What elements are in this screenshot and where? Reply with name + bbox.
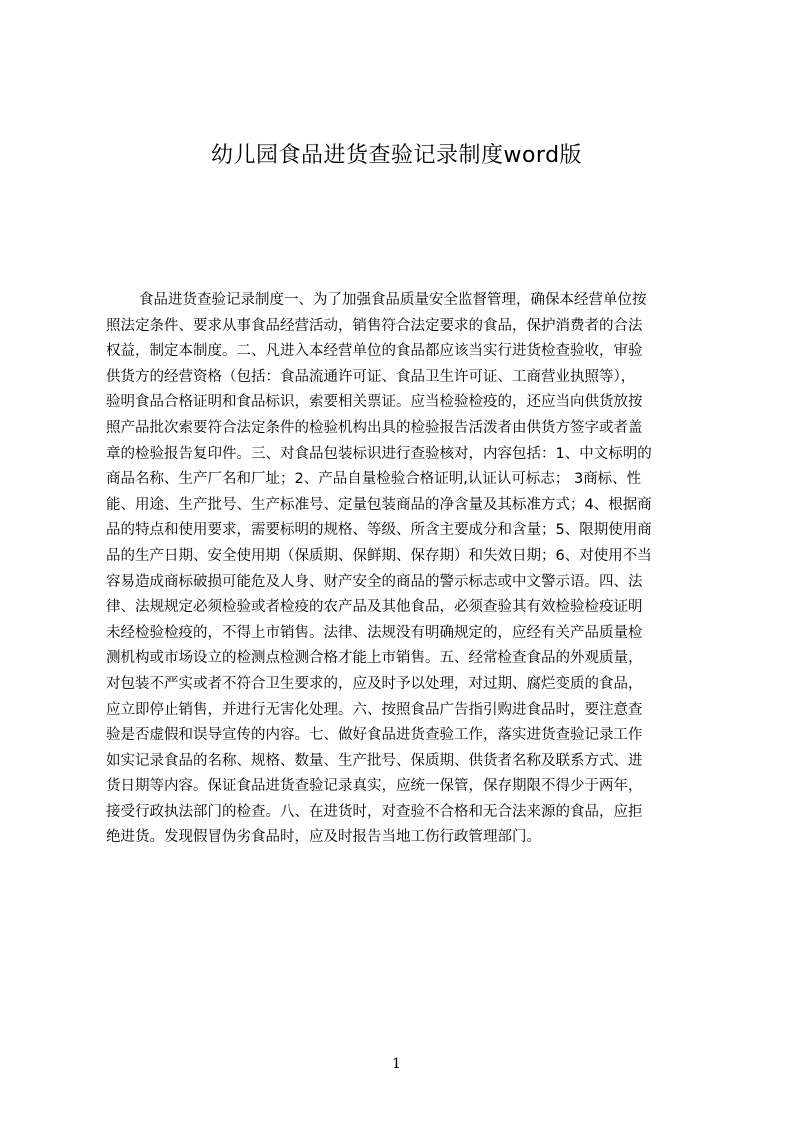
- document-body: [106, 288, 699, 851]
- body-line: 验明食品合格证明和食品标识，索要相关票证。应当检验检疫的，还应当向供货放按: [106, 394, 643, 411]
- body-line: 照法定条件、要求从事食品经营活动，销售符合法定要求的食品，保护消费者的合法: [106, 317, 643, 334]
- body-line: 测机构或市场设立的检测点检测合格才能上市销售。五、经常检查食品的外观质量，: [106, 650, 643, 667]
- page-number: 1: [392, 1056, 401, 1072]
- body-line: 绝进货。发现假冒伪劣食品时，应及时报告当地工伤行政管理部门。: [106, 829, 541, 846]
- body-line: 食品进货查验记录制度一、为了加强食品质量安全监督管理，确保本经营单位按: [139, 292, 647, 308]
- body-line: 能、用途、生产批号、生产标准号、定量包装商品的净含量及其标准方式；4、根据商: [106, 496, 652, 513]
- body-line: 供货方的经营资格（包括：食品流通许可证、食品卫生许可证、工商营业执照等），: [106, 368, 636, 385]
- body-line: 货日期等内容。保证食品进货查验记录真实，应统一保管，保存期限不得少于两年，: [106, 778, 643, 795]
- body-line: 对包装不严实或者不符合卫生要求的，应及时予以处理，对过期、腐烂变质的食品，: [106, 675, 643, 692]
- body-line: 品的生产日期、安全使用期（保质期、保鲜期、保存期）和失效日期；6、对使用不当: [106, 547, 652, 564]
- body-line: 容易造成商标破损可能危及人身、财产安全的商品的警示标志或中文警示语。四、法: [106, 573, 643, 590]
- body-line: 应立即停止销售，并进行无害化处理。六、按照食品广告指引购进食品时，要注意查: [106, 701, 643, 718]
- body-line: 未经检验检疫的，不得上市销售。法律、法规没有明确规定的，应经有关产品质量检: [106, 624, 643, 641]
- body-line: 商品名称、生产厂名和厂址；2、产品自量检验合格证明,认证认可标志； 3商标、性: [106, 471, 642, 488]
- body-line: 验是否虚假和误导宣传的内容。七、做好食品进货查验工作，落实进货查验记录工作: [106, 727, 643, 744]
- body-line: 权益，制定本制度。二、凡进入本经营单位的食品都应该当实行进货检查验收，审验: [106, 343, 643, 360]
- body-line: 接受行政执法部门的检查。八、在进货时，对查验不合格和无合法来源的食品，应拒: [106, 803, 643, 820]
- body-line: 品的特点和使用要求，需要标明的规格、等级、所含主要成分和含量；5、限期使用商: [106, 522, 652, 539]
- body-line: 照产品批次索要符合法定条件的检验机构出具的检验报告活泼者由供货方签字或者盖: [106, 419, 643, 436]
- document-title: 幼儿园食品进货查验记录制度word版: [210, 143, 583, 168]
- body-line: 章的检验报告复印件。三、对食品包装标识进行查验核对，内容包括：1、中文标明的: [106, 445, 652, 462]
- body-line: 如实记录食品的名称、规格、数量、生产批号、保质期、供货者名称及联系方式、进: [106, 752, 643, 769]
- body-line: 律、法规规定必须检验或者检疫的农产品及其他食品，必须查验其有效检验检疫证明: [106, 599, 643, 616]
